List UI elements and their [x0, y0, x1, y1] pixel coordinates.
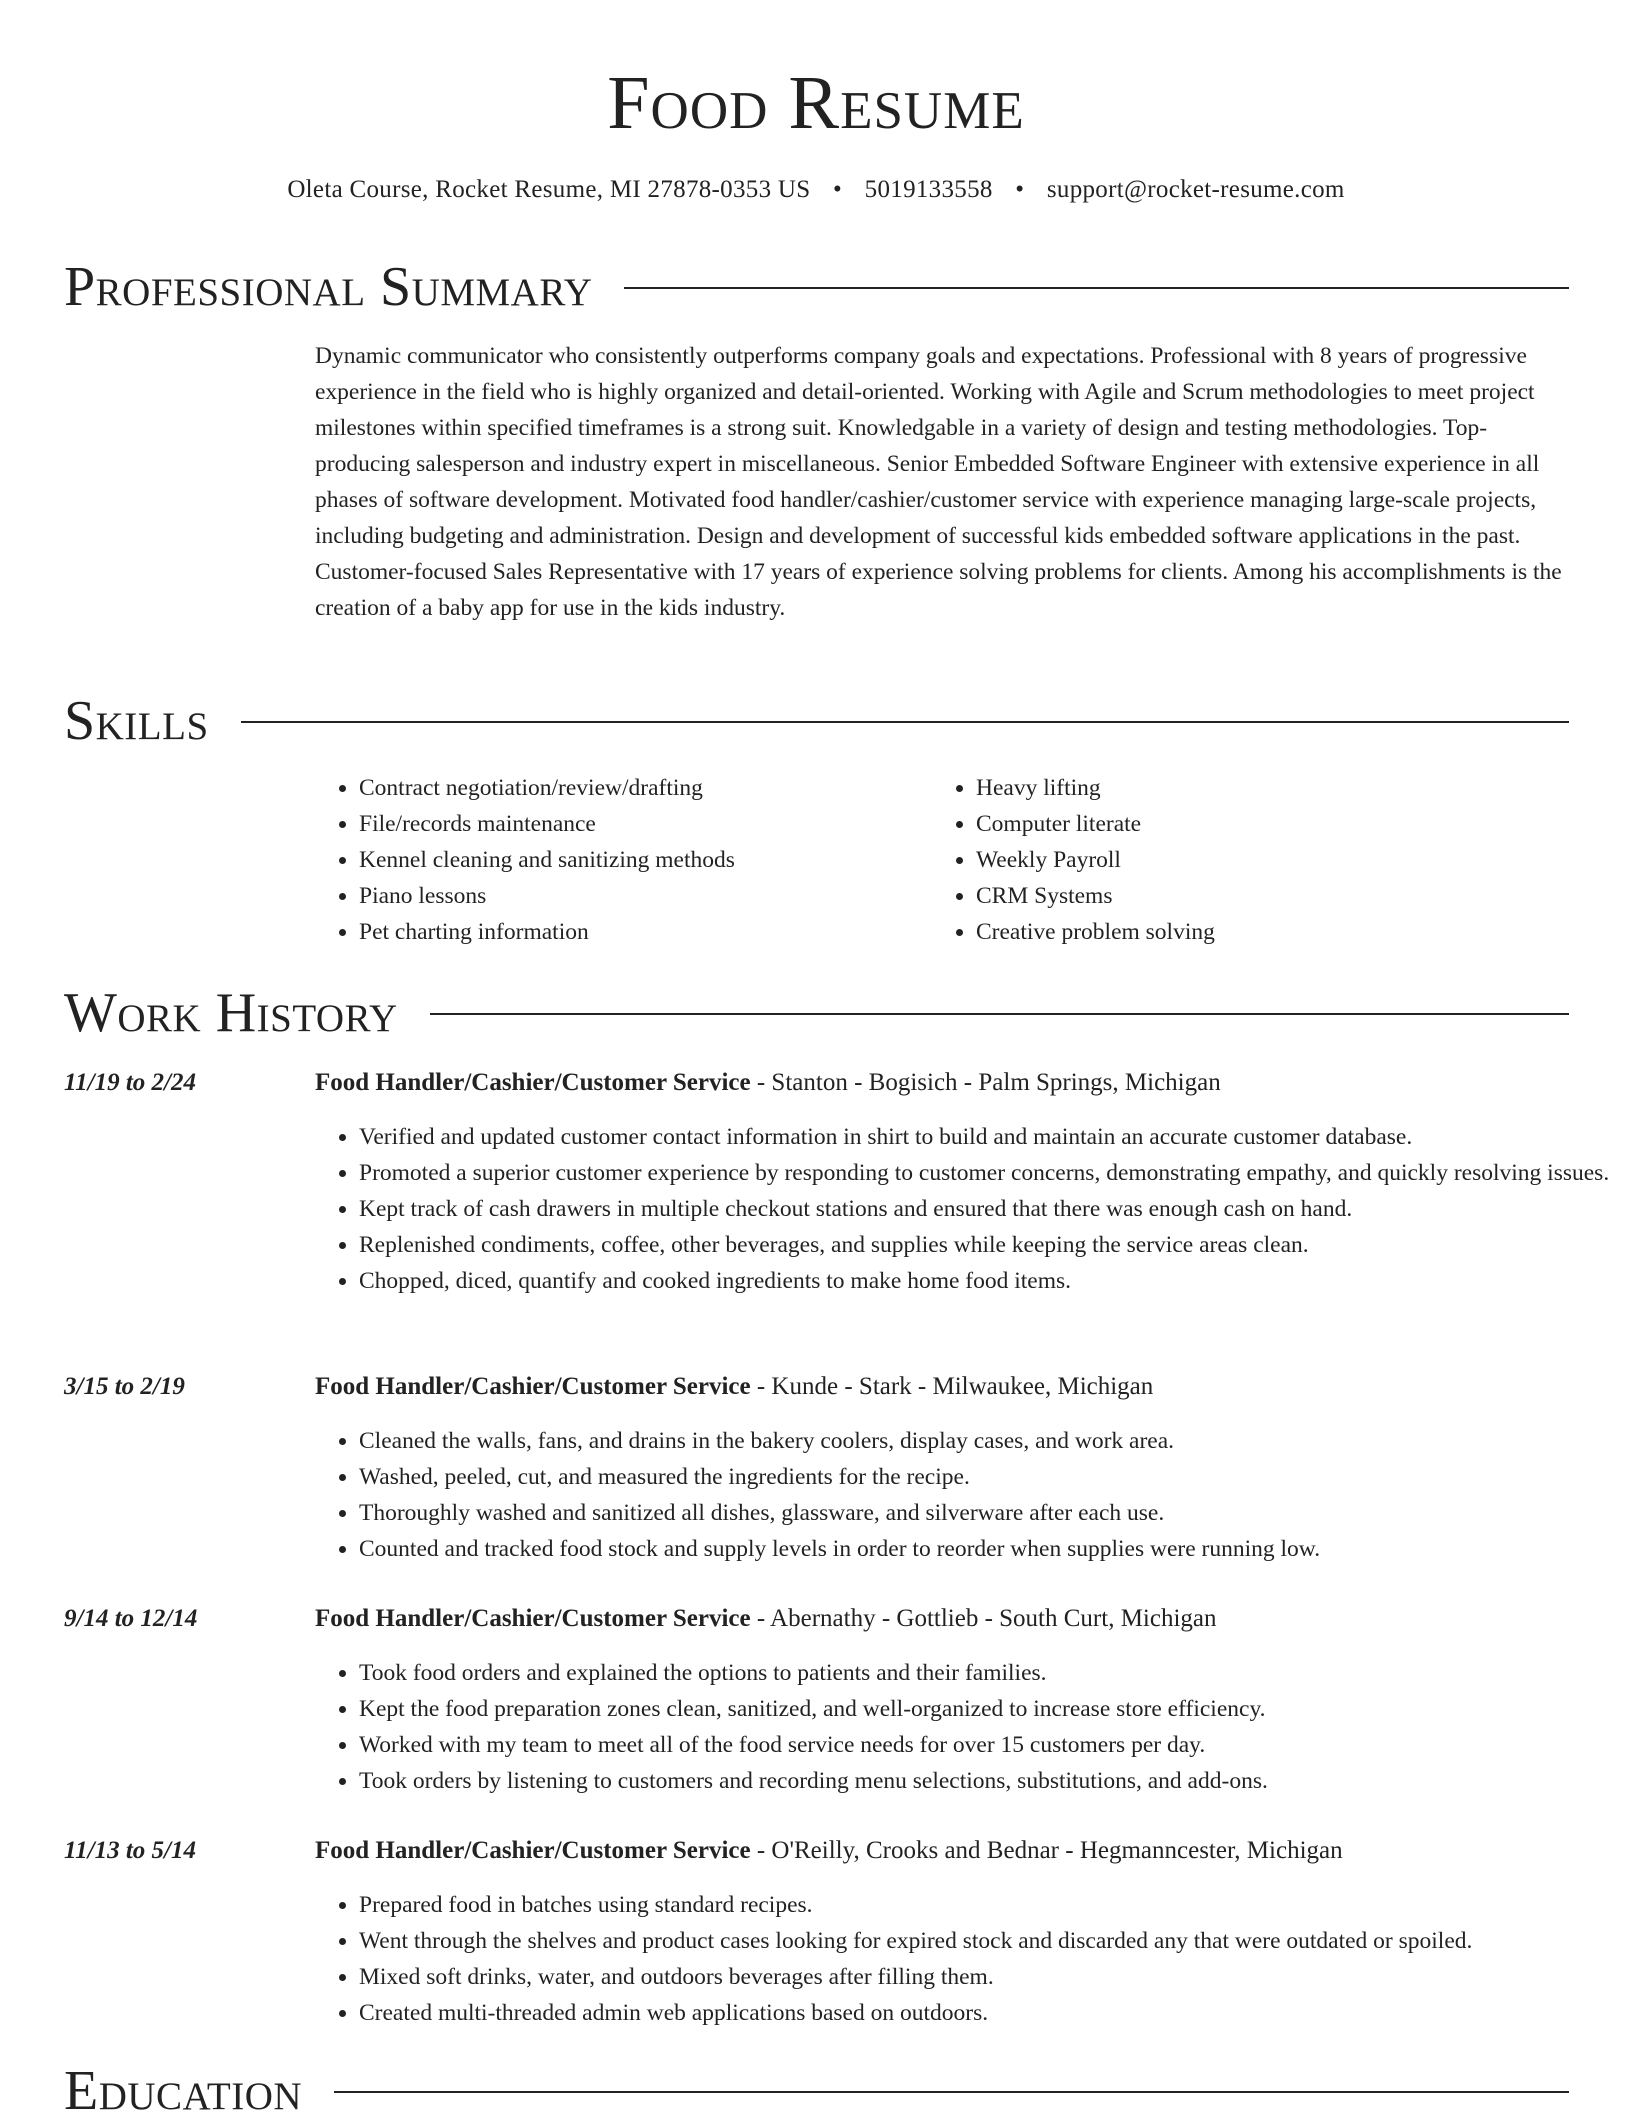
job-bullet: • Took orders by listening to customers and recording menu selections, substitutions, and add-ons. [359, 1763, 1615, 1799]
job-bullet: • Kept the food preparation zones clean, sanitized, and well-organized to increase store efficiency. [359, 1691, 1615, 1727]
contact-address: Oleta Course, Rocket Resume, MI 27878-0353 US [287, 176, 811, 203]
skills-column-right [932, 770, 1549, 950]
skill-item: • Heavy lifting [976, 770, 1549, 806]
job-company: - Kunde - Stark - Milwaukee, Michigan [750, 1373, 1154, 1400]
summary-text: Dynamic communicator who consistently outperforms company goals and expectations. Professional with 8 years of progressive experience in the field who is highly organized and detail-oriented. Working with Agile and Scrum methodologies to meet project milestones within specified timeframes is a strong suit. Knowledgable in a variety of design and testing methodologies. Top-producing salesperson and industry expert in miscellaneous. Senior Embedded Software Engineer with extensive experience in all phases of software development. Motivated food handler/cashier/customer service with experience managing large-scale projects, including budgeting and administration. Design and development of successful kids embedded software applications in the past. Customer-focused Sales Representative with 17 years of experience solving problems for clients. Among his accomplishments is the creation of a baby app for use in the kids industry. [315, 343, 1562, 621]
summary-section-title: Professional Summary [64, 256, 593, 318]
job-dates: 11/19 to 2/24 [64, 1069, 196, 1096]
skills-list [315, 770, 1565, 950]
skill-item: • Creative problem solving [976, 914, 1549, 950]
job-bullet: • Mixed soft drinks, water, and outdoors beverages after filling them. [359, 1959, 1615, 1995]
job-bullet: • Went through the shelves and product cases looking for expired stock and discarded any that were outdated or spoiled. [359, 1923, 1615, 1959]
job-bullet: • Prepared food in batches using standard recipes. [359, 1887, 1615, 1923]
section-divider [241, 721, 1569, 723]
skill-item: • Weekly Payroll [976, 842, 1549, 878]
job-company: - Stanton - Bogisich - Palm Springs, Michigan [750, 1069, 1221, 1096]
job-bullet: • Promoted a superior customer experience by responding to customer concerns, demonstrating empathy, and quickly resolving issues. [359, 1155, 1615, 1191]
job-heading [315, 1065, 1221, 1101]
job-bullet: • Replenished condiments, coffee, other beverages, and supplies while keeping the service areas clean. [359, 1227, 1615, 1263]
job-heading [315, 1601, 1217, 1637]
job-bullets [315, 1655, 1615, 1799]
section-divider [334, 2091, 1569, 2093]
job-title: Food Handler/Cashier/Customer Service [315, 1373, 751, 1400]
job-bullet: • Kept track of cash drawers in multiple checkout stations and ensured that there was enough cash on hand. [359, 1191, 1615, 1227]
job-title: Food Handler/Cashier/Customer Service [315, 1069, 751, 1096]
education-section-header [64, 2056, 1569, 2126]
contact-separator: • [1015, 176, 1025, 203]
skills-section-title: Skills [64, 690, 209, 752]
skill-item: • Piano lessons [359, 878, 932, 914]
contact-separator: • [833, 176, 843, 203]
skill-item: • Contract negotiation/review/drafting [359, 770, 932, 806]
section-divider [430, 1013, 1569, 1015]
contact-email: support@rocket-resume.com [1046, 176, 1345, 203]
job-bullet: • Worked with my team to meet all of the food service needs for over 15 customers per day. [359, 1727, 1615, 1763]
skill-item: • CRM Systems [976, 878, 1549, 914]
job-bullet: • Counted and tracked food stock and supply levels in order to reorder when supplies were running low. [359, 1531, 1615, 1567]
skill-item: • Kennel cleaning and sanitizing methods [359, 842, 932, 878]
work-section-title: Work History [64, 982, 398, 1044]
contact-phone: 5019133558 [864, 176, 993, 203]
job-dates: 3/15 to 2/19 [64, 1373, 185, 1400]
job-heading [315, 1833, 1343, 1869]
job-bullet: • Washed, peeled, cut, and measured the ingredients for the recipe. [359, 1459, 1615, 1495]
job-heading [315, 1369, 1153, 1405]
skill-item: • Computer literate [976, 806, 1549, 842]
section-divider [624, 287, 1569, 289]
job-bullet: • Created multi-threaded admin web applications based on outdoors. [359, 1995, 1615, 2031]
job-bullet: • Took food orders and explained the options to patients and their families. [359, 1655, 1615, 1691]
job-title: Food Handler/Cashier/Customer Service [315, 1837, 751, 1864]
education-section-title: Education [64, 2060, 303, 2122]
skills-column-left [315, 770, 932, 950]
job-bullet: • Thoroughly washed and sanitized all dishes, glassware, and silverware after each use. [359, 1495, 1615, 1531]
job-bullets [315, 1119, 1615, 1299]
skill-item: • Pet charting information [359, 914, 932, 950]
job-bullets [315, 1423, 1615, 1567]
job-bullets [315, 1887, 1615, 2031]
job-title: Food Handler/Cashier/Customer Service [315, 1605, 751, 1632]
skill-item: • File/records maintenance [359, 806, 932, 842]
job-dates: 11/13 to 5/14 [64, 1837, 196, 1864]
job-dates: 9/14 to 12/14 [64, 1605, 198, 1632]
job-bullet: • Verified and updated customer contact information in shirt to build and maintain an accurate customer database. [359, 1119, 1615, 1155]
work-section-header [64, 978, 1569, 1048]
job-bullet: • Chopped, diced, quantify and cooked ingredients to make home food items. [359, 1263, 1615, 1299]
summary-section-header [64, 252, 1569, 322]
contact-line [0, 172, 1632, 208]
job-company: - O'Reilly, Crooks and Bednar - Hegmanncester, Michigan [750, 1837, 1343, 1864]
resume-name: Food Resume [607, 61, 1025, 145]
skills-section-header [64, 686, 1569, 756]
job-bullet: • Cleaned the walls, fans, and drains in the bakery coolers, display cases, and work area. [359, 1423, 1615, 1459]
job-company: - Abernathy - Gottlieb - South Curt, Michigan [750, 1605, 1217, 1632]
